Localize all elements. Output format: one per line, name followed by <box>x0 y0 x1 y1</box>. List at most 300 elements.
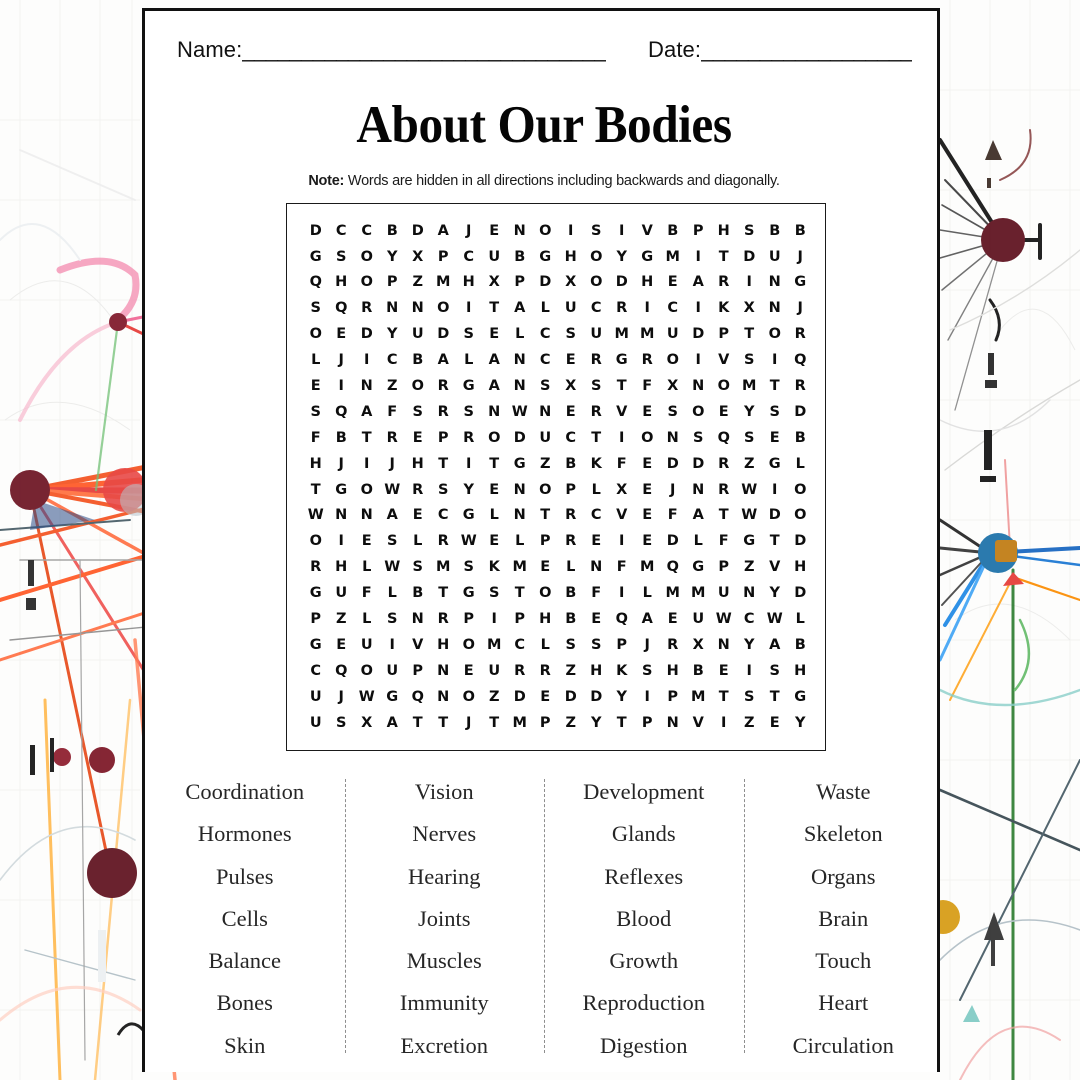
grid-cell[interactable]: O <box>666 352 679 369</box>
grid-cell[interactable]: A <box>692 274 704 291</box>
grid-cell[interactable]: H <box>590 662 603 679</box>
grid-cell[interactable]: S <box>667 403 678 420</box>
grid-cell[interactable]: O <box>590 248 603 265</box>
grid-cell[interactable]: W <box>766 611 783 628</box>
grid-cell[interactable]: T <box>718 248 729 265</box>
grid-cell[interactable]: H <box>335 274 348 291</box>
grid-cell[interactable]: C <box>539 352 551 369</box>
grid-cell[interactable]: R <box>463 429 475 446</box>
grid-cell[interactable]: T <box>438 455 449 472</box>
grid-cell[interactable]: I <box>772 352 778 369</box>
grid-cell[interactable]: F <box>387 403 398 420</box>
grid-cell[interactable]: B <box>565 585 577 602</box>
grid-cell[interactable]: I <box>644 688 650 705</box>
grid-cell[interactable]: X <box>565 378 577 395</box>
grid-cell[interactable]: Z <box>743 455 755 472</box>
word-list-item[interactable]: Skin <box>224 1032 266 1058</box>
grid-cell[interactable]: L <box>311 352 321 369</box>
grid-cell[interactable]: S <box>463 326 474 343</box>
grid-cell[interactable]: C <box>361 222 373 239</box>
grid-cell[interactable]: X <box>743 300 755 317</box>
grid-cell[interactable]: A <box>769 636 781 653</box>
word-list-item[interactable]: Glands <box>611 821 676 847</box>
grid-cell[interactable]: V <box>616 507 628 524</box>
grid-cell[interactable]: E <box>565 352 576 369</box>
grid-cell[interactable]: A <box>386 507 398 524</box>
grid-cell[interactable]: U <box>768 248 781 265</box>
grid-cell[interactable]: F <box>310 429 321 446</box>
word-list-item[interactable]: Circulation <box>792 1032 894 1058</box>
grid-cell[interactable]: N <box>335 507 348 524</box>
grid-cell[interactable]: H <box>794 662 807 679</box>
grid-cell[interactable]: L <box>693 533 703 550</box>
grid-cell[interactable]: O <box>692 403 705 420</box>
grid-cell[interactable]: E <box>336 636 347 653</box>
grid-cell[interactable]: S <box>540 378 551 395</box>
grid-cell[interactable]: S <box>463 559 474 576</box>
grid-cell[interactable]: N <box>360 507 373 524</box>
grid-cell[interactable]: F <box>616 559 627 576</box>
grid-cell[interactable]: S <box>744 352 755 369</box>
grid-cell[interactable]: L <box>515 326 525 343</box>
grid-cell[interactable]: E <box>642 507 653 524</box>
grid-cell[interactable]: J <box>797 248 803 265</box>
grid-cell[interactable]: E <box>591 533 602 550</box>
grid-cell[interactable]: N <box>666 429 679 446</box>
grid-cell[interactable]: F <box>591 585 602 602</box>
grid-cell[interactable]: N <box>539 403 552 420</box>
grid-cell[interactable]: W <box>307 507 324 524</box>
grid-cell[interactable]: J <box>338 352 344 369</box>
grid-cell[interactable]: C <box>590 300 602 317</box>
grid-cell[interactable]: D <box>794 533 807 550</box>
grid-cell[interactable]: M <box>742 378 757 395</box>
word-list-item[interactable]: Hearing <box>408 863 481 889</box>
word-list-item[interactable]: Development <box>583 779 705 804</box>
grid-cell[interactable]: E <box>642 403 653 420</box>
grid-cell[interactable]: Z <box>743 559 755 576</box>
grid-cell[interactable]: G <box>462 378 475 395</box>
grid-cell[interactable]: P <box>539 714 551 731</box>
grid-cell[interactable]: X <box>616 481 628 498</box>
grid-cell[interactable]: B <box>794 429 806 446</box>
grid-cell[interactable]: P <box>437 429 449 446</box>
grid-cell[interactable]: T <box>489 300 500 317</box>
grid-cell[interactable]: B <box>769 222 781 239</box>
word-list-item[interactable]: Waste <box>816 779 871 804</box>
grid-cell[interactable]: W <box>358 688 375 705</box>
grid-cell[interactable]: Y <box>616 688 627 705</box>
grid-cell[interactable]: E <box>642 533 653 550</box>
grid-cell[interactable]: S <box>336 714 347 731</box>
grid-cell[interactable]: B <box>794 636 806 653</box>
grid-cell[interactable]: D <box>411 222 424 239</box>
grid-cell[interactable]: T <box>514 585 525 602</box>
grid-cell[interactable]: I <box>466 455 472 472</box>
grid-cell[interactable]: E <box>412 507 423 524</box>
grid-cell[interactable]: R <box>794 378 806 395</box>
grid-cell[interactable]: R <box>437 403 449 420</box>
grid-cell[interactable]: I <box>695 300 701 317</box>
grid-cell[interactable]: Y <box>616 248 627 265</box>
grid-cell[interactable]: P <box>463 611 475 628</box>
grid-cell[interactable]: S <box>565 636 576 653</box>
grid-cell[interactable]: P <box>437 248 449 265</box>
grid-cell[interactable]: L <box>413 533 423 550</box>
grid-cell[interactable]: R <box>514 662 526 679</box>
grid-cell[interactable]: D <box>615 274 628 291</box>
grid-cell[interactable]: E <box>489 533 500 550</box>
name-blank-line[interactable]: _______________________________ <box>242 37 607 62</box>
word-list-item[interactable]: Touch <box>815 948 872 974</box>
grid-cell[interactable]: E <box>336 326 347 343</box>
grid-cell[interactable]: M <box>691 585 706 602</box>
grid-cell[interactable]: E <box>540 688 551 705</box>
grid-cell[interactable]: D <box>666 455 679 472</box>
grid-cell[interactable]: V <box>692 714 704 731</box>
word-list-item[interactable]: Organs <box>810 863 876 889</box>
grid-cell[interactable]: G <box>641 248 654 265</box>
grid-cell[interactable]: O <box>309 326 322 343</box>
grid-cell[interactable]: N <box>768 300 781 317</box>
grid-cell[interactable]: N <box>513 222 526 239</box>
grid-cell[interactable]: U <box>666 326 679 343</box>
grid-cell[interactable]: E <box>463 662 474 679</box>
grid-cell[interactable]: R <box>539 662 551 679</box>
grid-cell[interactable]: U <box>411 326 424 343</box>
grid-cell[interactable]: Z <box>412 274 423 291</box>
grid-cell[interactable]: Z <box>488 688 500 705</box>
grid-cell[interactable]: S <box>769 662 780 679</box>
grid-cell[interactable]: W <box>741 507 758 524</box>
grid-cell[interactable]: E <box>667 611 678 628</box>
grid-cell[interactable]: N <box>411 611 424 628</box>
grid-cell[interactable]: T <box>591 429 602 446</box>
word-list-item[interactable]: Blood <box>616 905 672 931</box>
grid-cell[interactable]: I <box>338 533 344 550</box>
grid-cell[interactable]: S <box>412 403 423 420</box>
grid-cell[interactable]: Y <box>387 326 398 343</box>
grid-cell[interactable]: G <box>386 688 399 705</box>
grid-cell[interactable]: T <box>489 714 500 731</box>
grid-cell[interactable]: T <box>438 714 449 731</box>
grid-cell[interactable]: L <box>362 559 372 576</box>
grid-cell[interactable]: A <box>488 378 500 395</box>
grid-cell[interactable]: O <box>411 378 424 395</box>
grid-cell[interactable]: B <box>386 222 398 239</box>
grid-cell[interactable]: H <box>717 222 730 239</box>
grid-cell[interactable]: N <box>488 403 501 420</box>
grid-cell[interactable]: E <box>489 481 500 498</box>
grid-cell[interactable]: O <box>539 585 552 602</box>
grid-cell[interactable]: D <box>309 222 322 239</box>
grid-cell[interactable]: P <box>514 274 526 291</box>
grid-cell[interactable]: I <box>695 352 701 369</box>
grid-cell[interactable]: G <box>692 559 705 576</box>
grid-cell[interactable]: S <box>387 611 398 628</box>
grid-cell[interactable]: T <box>489 455 500 472</box>
grid-cell[interactable]: R <box>412 481 424 498</box>
grid-cell[interactable]: O <box>717 378 730 395</box>
grid-cell[interactable]: E <box>642 481 653 498</box>
grid-cell[interactable]: O <box>488 429 501 446</box>
grid-cell[interactable]: C <box>310 662 322 679</box>
grid-cell[interactable]: S <box>693 429 704 446</box>
grid-cell[interactable]: K <box>616 662 628 679</box>
word-list-item[interactable]: Vision <box>414 779 474 804</box>
grid-cell[interactable]: E <box>642 455 653 472</box>
grid-cell[interactable]: H <box>335 559 348 576</box>
grid-cell[interactable]: G <box>513 455 526 472</box>
grid-cell[interactable]: G <box>309 585 322 602</box>
grid-cell[interactable]: R <box>718 455 730 472</box>
grid-cell[interactable]: I <box>746 274 752 291</box>
word-list-item[interactable]: Immunity <box>399 990 489 1016</box>
grid-cell[interactable]: P <box>386 274 398 291</box>
grid-cell[interactable]: K <box>488 559 500 576</box>
grid-cell[interactable]: L <box>591 481 601 498</box>
grid-cell[interactable]: H <box>462 274 475 291</box>
grid-cell[interactable]: G <box>335 481 348 498</box>
grid-cell[interactable]: S <box>310 300 321 317</box>
grid-cell[interactable]: G <box>743 533 756 550</box>
grid-cell[interactable]: N <box>513 507 526 524</box>
grid-cell[interactable]: U <box>488 248 501 265</box>
word-list-item[interactable]: Muscles <box>406 948 482 974</box>
grid-cell[interactable]: M <box>640 559 655 576</box>
grid-cell[interactable]: M <box>691 688 706 705</box>
grid-cell[interactable]: L <box>795 611 805 628</box>
grid-cell[interactable]: L <box>540 300 550 317</box>
grid-cell[interactable]: S <box>744 429 755 446</box>
grid-cell[interactable]: T <box>616 378 627 395</box>
grid-cell[interactable]: D <box>692 455 705 472</box>
grid-cell[interactable]: G <box>768 455 781 472</box>
grid-cell[interactable]: V <box>769 559 781 576</box>
grid-cell[interactable]: Z <box>743 714 755 731</box>
grid-cell[interactable]: C <box>514 636 526 653</box>
grid-cell[interactable]: I <box>568 222 574 239</box>
grid-cell[interactable]: Q <box>309 274 322 291</box>
grid-cell[interactable]: P <box>641 714 653 731</box>
grid-cell[interactable]: A <box>514 300 526 317</box>
grid-cell[interactable]: C <box>667 300 679 317</box>
word-list-item[interactable]: Nerves <box>412 821 477 847</box>
grid-cell[interactable]: X <box>488 274 500 291</box>
grid-cell[interactable]: N <box>513 352 526 369</box>
grid-cell[interactable]: I <box>695 248 701 265</box>
grid-cell[interactable]: R <box>718 481 730 498</box>
grid-cell[interactable]: O <box>462 636 475 653</box>
grid-cell[interactable]: K <box>590 455 602 472</box>
grid-cell[interactable]: I <box>338 378 344 395</box>
grid-cell[interactable]: S <box>591 636 602 653</box>
grid-cell[interactable]: Z <box>565 662 576 679</box>
grid-cell[interactable]: C <box>743 611 755 628</box>
grid-cell[interactable]: S <box>565 326 576 343</box>
grid-cell[interactable]: J <box>389 455 395 472</box>
grid-cell[interactable]: N <box>692 378 705 395</box>
grid-cell[interactable]: A <box>437 352 449 369</box>
grid-cell[interactable]: E <box>718 403 729 420</box>
grid-cell[interactable]: N <box>411 300 424 317</box>
grid-cell[interactable]: Q <box>717 429 730 446</box>
grid-cell[interactable]: R <box>310 559 322 576</box>
grid-cell[interactable]: E <box>769 429 780 446</box>
grid-cell[interactable]: R <box>667 636 679 653</box>
grid-cell[interactable]: J <box>797 300 803 317</box>
grid-cell[interactable]: H <box>564 248 577 265</box>
grid-cell[interactable]: Z <box>386 378 398 395</box>
grid-cell[interactable]: O <box>360 481 373 498</box>
grid-cell[interactable]: O <box>360 248 373 265</box>
grid-cell[interactable]: J <box>338 455 344 472</box>
grid-cell[interactable]: I <box>772 481 778 498</box>
grid-cell[interactable]: A <box>437 222 449 239</box>
grid-cell[interactable]: Y <box>591 714 602 731</box>
grid-cell[interactable]: N <box>590 559 603 576</box>
grid-cell[interactable]: Y <box>744 403 755 420</box>
grid-cell[interactable]: E <box>361 533 372 550</box>
grid-cell[interactable]: U <box>564 300 577 317</box>
grid-cell[interactable]: I <box>721 714 727 731</box>
grid-cell[interactable]: D <box>666 533 679 550</box>
grid-cell[interactable]: H <box>309 455 322 472</box>
grid-cell[interactable]: E <box>540 559 551 576</box>
grid-cell[interactable]: N <box>360 378 373 395</box>
grid-cell[interactable]: D <box>768 507 781 524</box>
grid-cell[interactable]: R <box>437 533 449 550</box>
grid-cell[interactable]: S <box>642 662 653 679</box>
grid-cell[interactable]: I <box>466 300 472 317</box>
grid-cell[interactable]: A <box>386 714 398 731</box>
grid-cell[interactable]: Y <box>769 585 780 602</box>
grid-cell[interactable]: T <box>412 714 423 731</box>
grid-cell[interactable]: P <box>310 611 322 628</box>
grid-cell[interactable]: R <box>641 352 653 369</box>
grid-cell[interactable]: A <box>488 352 500 369</box>
grid-cell[interactable]: U <box>309 714 322 731</box>
date-blank-line[interactable]: __________________ <box>701 37 913 62</box>
grid-cell[interactable]: K <box>718 300 730 317</box>
word-list-item[interactable]: Hormones <box>197 821 292 847</box>
grid-cell[interactable]: N <box>666 714 679 731</box>
grid-cell[interactable]: R <box>565 533 577 550</box>
word-list-item[interactable]: Skeleton <box>803 821 883 847</box>
word-list-item[interactable]: Balance <box>208 948 281 974</box>
grid-cell[interactable]: A <box>361 403 373 420</box>
grid-cell[interactable]: U <box>335 585 348 602</box>
grid-cell[interactable]: L <box>464 352 474 369</box>
grid-cell[interactable]: R <box>437 378 449 395</box>
grid-cell[interactable]: L <box>515 533 525 550</box>
grid-cell[interactable]: Z <box>335 611 347 628</box>
grid-cell[interactable]: X <box>565 274 577 291</box>
grid-cell[interactable]: U <box>539 429 552 446</box>
word-list-item[interactable]: Joints <box>417 905 471 931</box>
grid-cell[interactable]: B <box>335 429 347 446</box>
word-list-item[interactable]: Growth <box>609 948 679 974</box>
grid-cell[interactable]: L <box>489 507 499 524</box>
grid-cell[interactable]: T <box>616 714 627 731</box>
grid-cell[interactable]: H <box>641 274 654 291</box>
grid-cell[interactable]: N <box>513 378 526 395</box>
grid-cell[interactable]: H <box>539 611 552 628</box>
grid-cell[interactable]: U <box>717 585 730 602</box>
grid-cell[interactable]: T <box>718 507 729 524</box>
grid-cell[interactable]: T <box>540 507 551 524</box>
grid-cell[interactable]: W <box>741 481 758 498</box>
grid-cell[interactable]: D <box>437 326 450 343</box>
grid-cell[interactable]: Q <box>615 611 628 628</box>
grid-cell[interactable]: D <box>794 403 807 420</box>
grid-cell[interactable]: M <box>512 714 527 731</box>
grid-cell[interactable]: O <box>360 274 373 291</box>
grid-cell[interactable]: O <box>768 326 781 343</box>
grid-cell[interactable]: N <box>437 688 450 705</box>
grid-cell[interactable]: S <box>412 559 423 576</box>
grid-cell[interactable]: Q <box>666 559 679 576</box>
grid-cell[interactable]: V <box>641 222 653 239</box>
grid-cell[interactable]: D <box>590 688 603 705</box>
grid-cell[interactable]: R <box>590 403 602 420</box>
grid-cell[interactable]: M <box>436 559 451 576</box>
word-list-item[interactable]: Heart <box>818 990 869 1016</box>
grid-cell[interactable]: R <box>718 274 730 291</box>
grid-cell[interactable]: T <box>438 585 449 602</box>
grid-cell[interactable]: G <box>309 636 322 653</box>
grid-cell[interactable]: Y <box>795 714 806 731</box>
grid-cell[interactable]: N <box>768 274 781 291</box>
grid-cell[interactable]: B <box>514 248 526 265</box>
grid-cell[interactable]: Q <box>335 403 348 420</box>
grid-cell[interactable]: A <box>641 611 653 628</box>
grid-cell[interactable]: E <box>565 403 576 420</box>
grid-cell[interactable]: P <box>412 662 424 679</box>
grid-cell[interactable]: M <box>436 274 451 291</box>
grid-cell[interactable]: D <box>513 429 526 446</box>
grid-cell[interactable]: W <box>715 611 732 628</box>
word-list-item[interactable]: Pulses <box>215 863 274 889</box>
grid-cell[interactable]: F <box>616 455 627 472</box>
grid-cell[interactable]: B <box>667 222 679 239</box>
grid-cell[interactable]: U <box>488 662 501 679</box>
grid-cell[interactable]: I <box>619 429 625 446</box>
grid-cell[interactable]: P <box>616 636 628 653</box>
grid-cell[interactable]: J <box>466 222 472 239</box>
grid-cell[interactable]: L <box>795 455 805 472</box>
grid-cell[interactable]: S <box>591 222 602 239</box>
grid-cell[interactable]: D <box>513 688 526 705</box>
grid-cell[interactable]: S <box>310 403 321 420</box>
grid-cell[interactable]: C <box>463 248 475 265</box>
grid-cell[interactable]: N <box>437 662 450 679</box>
grid-cell[interactable]: F <box>667 507 678 524</box>
grid-cell[interactable]: H <box>411 455 424 472</box>
grid-cell[interactable]: E <box>718 662 729 679</box>
grid-cell[interactable]: T <box>718 688 729 705</box>
grid-cell[interactable]: N <box>692 481 705 498</box>
grid-cell[interactable]: L <box>642 585 652 602</box>
grid-cell[interactable]: G <box>539 248 552 265</box>
grid-cell[interactable]: O <box>360 662 373 679</box>
grid-cell[interactable]: R <box>437 611 449 628</box>
grid-cell[interactable]: L <box>566 559 576 576</box>
grid-cell[interactable]: L <box>540 636 550 653</box>
grid-cell[interactable]: S <box>591 378 602 395</box>
grid-cell[interactable]: H <box>666 662 679 679</box>
grid-cell[interactable]: H <box>794 559 807 576</box>
